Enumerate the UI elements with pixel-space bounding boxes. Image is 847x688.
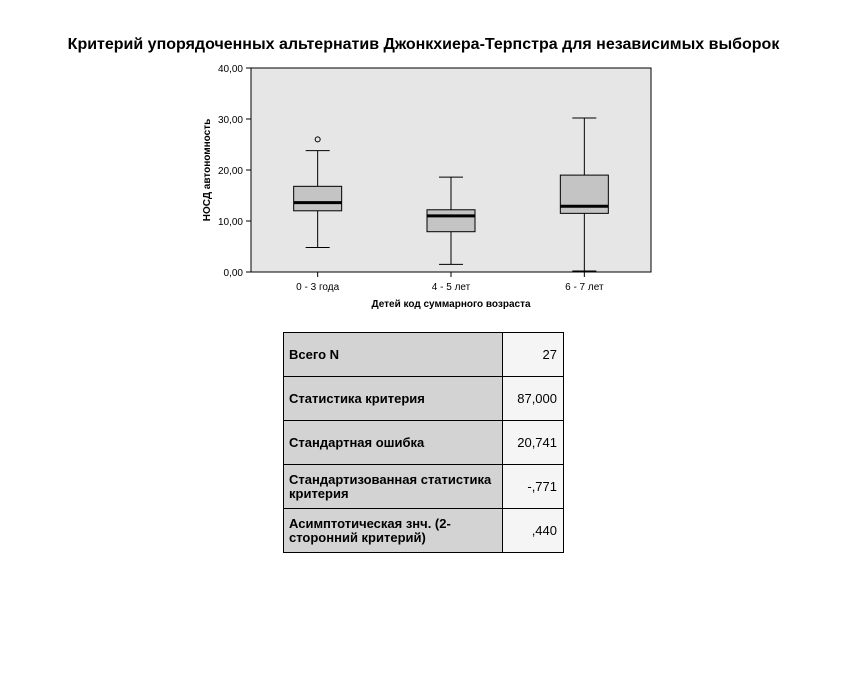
stat-value: 87,000: [503, 377, 564, 421]
boxplot-chart: [0, 0, 847, 320]
stat-label: Стандартизованная статистика критерия: [284, 465, 503, 509]
stat-value: 20,741: [503, 421, 564, 465]
y-tick-label: 10,00: [217, 217, 243, 228]
y-tick-label: 20,00: [217, 166, 243, 177]
y-tick-label: 0,00: [223, 268, 243, 279]
stat-label: Всего N: [284, 333, 503, 377]
x-tick-label: 4 - 5 лет: [431, 282, 471, 293]
table-row: [284, 421, 564, 465]
table-row: [284, 377, 564, 421]
box-iqr: [427, 210, 475, 232]
x-axis-label: Детей код суммарного возраста: [371, 299, 531, 310]
x-tick-label: 6 - 7 лет: [565, 282, 604, 293]
x-tick-label: 0 - 3 года: [296, 282, 340, 293]
test-statistics-table: [283, 332, 564, 553]
table-row: [284, 465, 564, 509]
box-iqr: [294, 186, 342, 210]
table-row: [284, 333, 564, 377]
stat-value: -,771: [503, 465, 564, 509]
stat-value: 27: [503, 333, 564, 377]
y-tick-label: 30,00: [217, 115, 243, 126]
chart-title: Критерий упорядоченных альтернатив Джонкхиера-Терпстра для независимых выборок: [67, 36, 780, 53]
stat-label: Стандартная ошибка: [284, 421, 503, 465]
table-row: [284, 509, 564, 553]
stat-label: Статистика критерия: [284, 377, 503, 421]
stat-label: Асимптотическая знч. (2-сторонний критерий): [284, 509, 503, 553]
y-tick-label: 40,00: [217, 64, 243, 75]
y-axis-label: НОСД автономность: [202, 118, 213, 222]
stat-value: ,440: [503, 509, 564, 553]
